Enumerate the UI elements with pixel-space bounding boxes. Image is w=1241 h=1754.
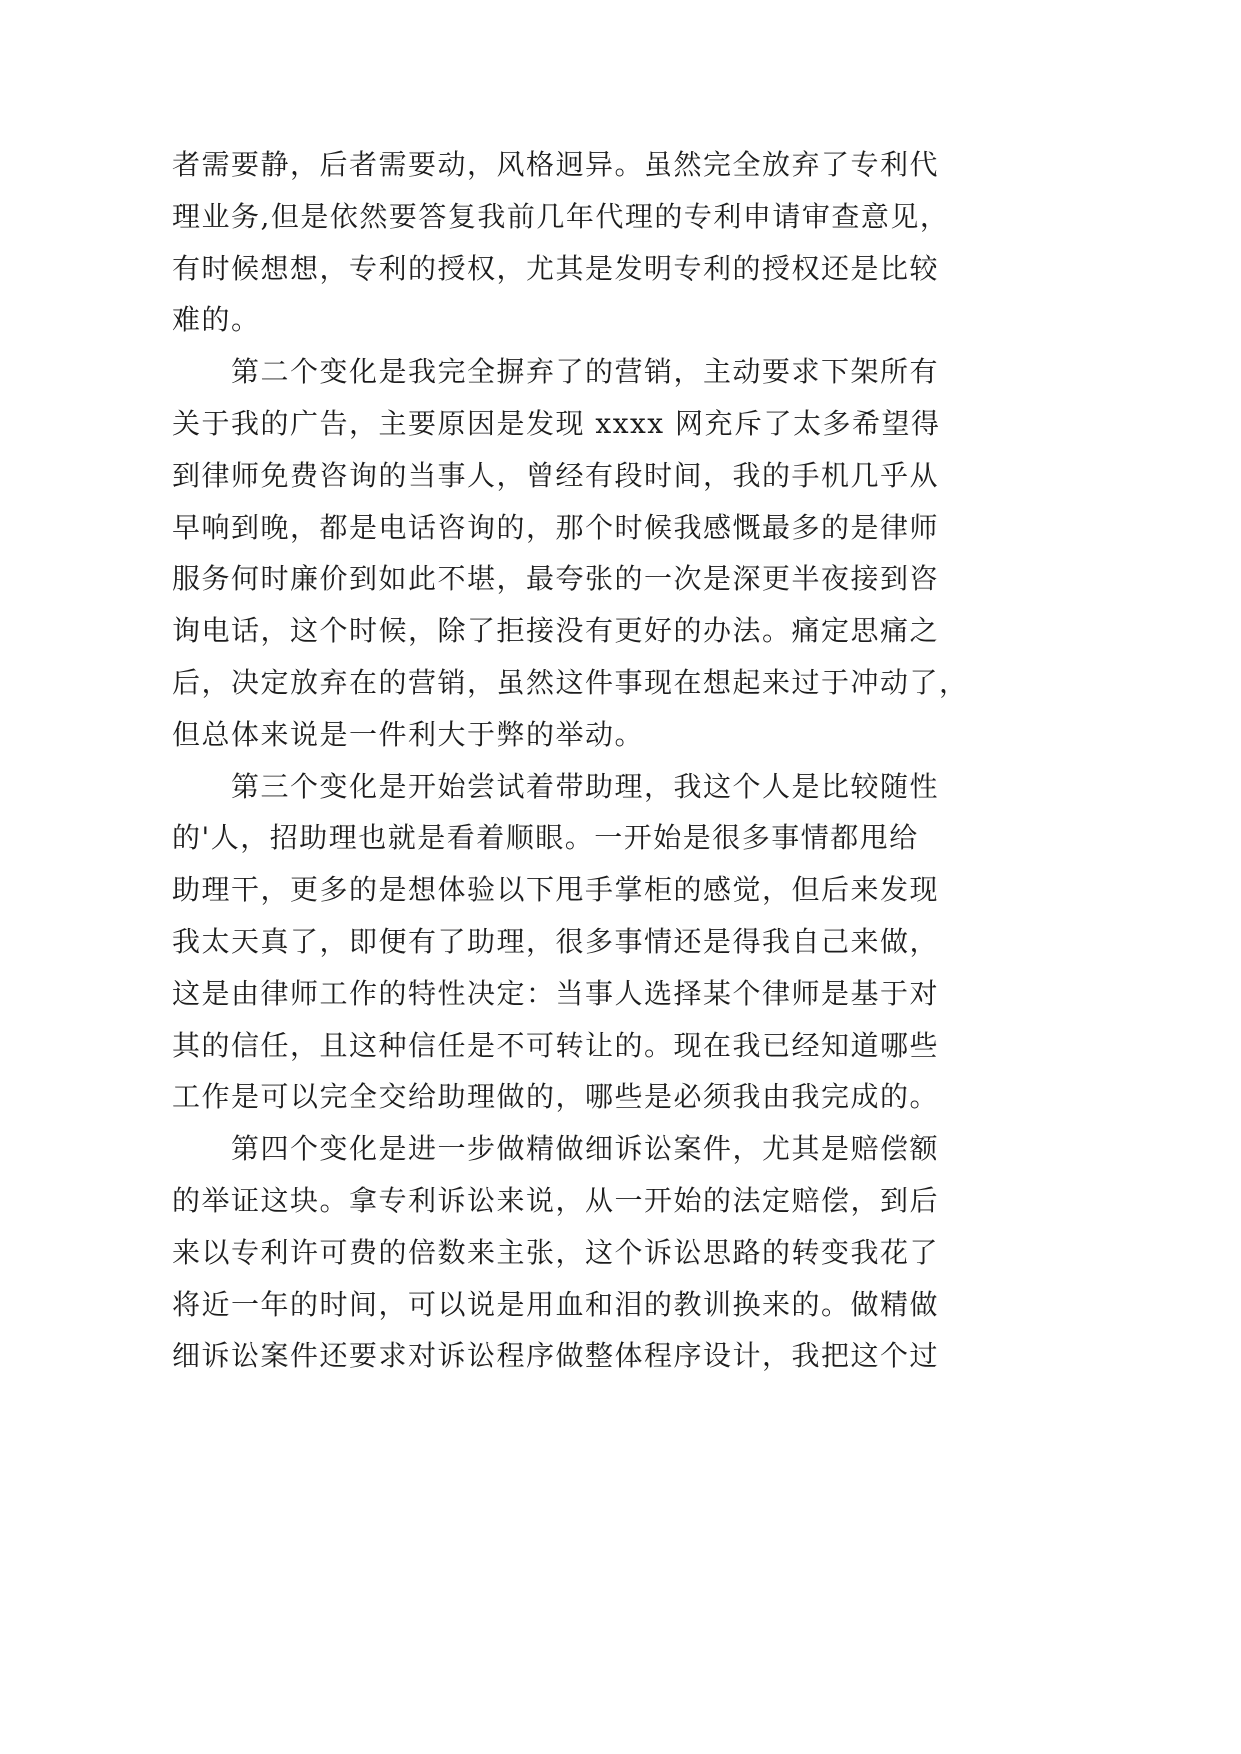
text-line: 有时候想想，专利的授权，尤其是发明专利的授权还是比较 xyxy=(172,251,940,285)
text-line: 细诉讼案件还要求对诉讼程序做整体程序设计，我把这个过 xyxy=(172,1339,940,1373)
text-line: 工作是可以完全交给助理做的，哪些是必须我由我完成的。 xyxy=(172,1080,940,1114)
text-line: 到律师免费咨询的当事人，曾经有段时间，我的手机几乎从 xyxy=(172,458,940,492)
text-line: 难的。 xyxy=(172,303,261,337)
text-line: 服务何时廉价到如此不堪，最夸张的一次是深更半夜接到咨 xyxy=(172,562,940,596)
text-line: 者需要静，后者需要动，风格迥异。虽然完全放弃了专利代 xyxy=(172,148,940,181)
text-line: 询电话，这个时候，除了拒接没有更好的办法。痛定思痛之 xyxy=(172,614,940,648)
text-line: 后，决定放弃在的营销，虽然这件事现在想起来过于冲动了， xyxy=(172,665,969,699)
paragraph-third-change xyxy=(172,761,1002,1124)
document-body xyxy=(172,139,1002,1382)
text-line: 助理干，更多的是想体验以下甩手掌柜的感觉，但后来发现 xyxy=(172,873,940,907)
text-line: 理业务,但是依然要答复我前几年代理的专利申请审查意见， xyxy=(172,199,950,233)
text-line: 这是由律师工作的特性决定：当事人选择某个律师是基于对 xyxy=(172,976,940,1010)
text-line: 第三个变化是开始尝试着带助理，我这个人是比较随性 xyxy=(231,769,940,803)
text-line: 第二个变化是我完全摒弃了的营销，主动要求下架所有 xyxy=(231,355,940,389)
text-line: 的举证这块。拿专利诉讼来说，从一开始的法定赔偿，到后 xyxy=(172,1183,940,1217)
text-line: 但总体来说是一件利大于弊的举动。 xyxy=(172,717,645,751)
text-line: 来以专利许可费的倍数来主张，这个诉讼思路的转变我花了 xyxy=(172,1235,940,1269)
paragraph-continuation xyxy=(172,139,1002,346)
text-line: 我太天真了，即便有了助理，很多事情还是得我自己来做， xyxy=(172,924,940,958)
paragraph-second-change xyxy=(172,346,1002,760)
text-line: 将近一年的时间，可以说是用血和泪的教训换来的。做精做 xyxy=(172,1287,940,1321)
text-line: 其的信任，且这种信任是不可转让的。现在我已经知道哪些 xyxy=(172,1028,940,1062)
text-line: 的'人，招助理也就是看着顺眼。一开始是很多事情都甩给 xyxy=(172,821,919,855)
text-line: 关于我的广告，主要原因是发现 xxxx 网充斥了太多希望得 xyxy=(172,406,941,440)
text-line: 第四个变化是进一步做精做细诉讼案件，尤其是赔偿额 xyxy=(231,1132,940,1166)
paragraph-fourth-change xyxy=(172,1123,1002,1382)
text-line: 早响到晚，都是电话咨询的，那个时候我感慨最多的是律师 xyxy=(172,510,940,544)
